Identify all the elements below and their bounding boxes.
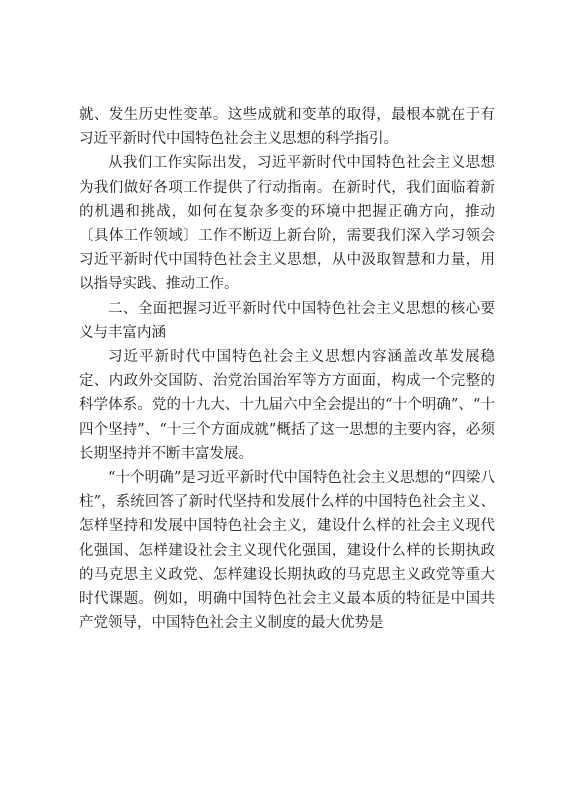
document-body <box>79 103 495 635</box>
paragraph-content-scope: 习近平新时代中国特色社会主义思想内容涵盖改革发展稳定、内政外交国防、治党治国治军等方方面面，构成一个完整的科学体系。党的十九大、十九届六中全会提出的“十个明确”、“十四个坚持”、“十三个方面成就”概括了这一思想的主要内容，必须长期坚持并不断丰富发展。 <box>79 349 495 462</box>
section-heading: 二、全面把握习近平新时代中国特色社会主义思想的核心要义与丰富内涵 <box>79 300 495 341</box>
paragraph-ten-clarifications: “十个明确”是习近平新时代中国特色社会主义思想的“四梁八柱”，系统回答了新时代坚持和发展什么样的中国特色社会主义、怎样坚持和发展中国特色社会主义，建设什么样的社会主义现代化强国、怎样建设社会主义现代化强国，建设什么样的长期执政的马克思主义政党、怎样建设长期执政的马克思主义政党等重大时代课题。例如，明确中国特色社会主义最本质的特征是中国共产党领导，中国特色社会主义制度的最大优势是 <box>79 470 495 632</box>
paragraph-work-practice: 从我们工作实际出发，习近平新时代中国特色社会主义思想为我们做好各项工作提供了行动指南。在新时代，我们面临着新的机遇和挑战，如何在复杂多变的环境中把握正确方向，推动〔具体工作领域〕工作不断迈上新台阶，需要我们深入学习领会习近平新时代中国特色社会主义思想，从中汲取智慧和力量，用以指导实践、推动工作。 <box>79 155 495 293</box>
paragraph-continued: 就、发生历史性变革。这些成就和变革的取得，最根本就在于有习近平新时代中国特色社会主义思想的科学指引。 <box>79 107 495 148</box>
